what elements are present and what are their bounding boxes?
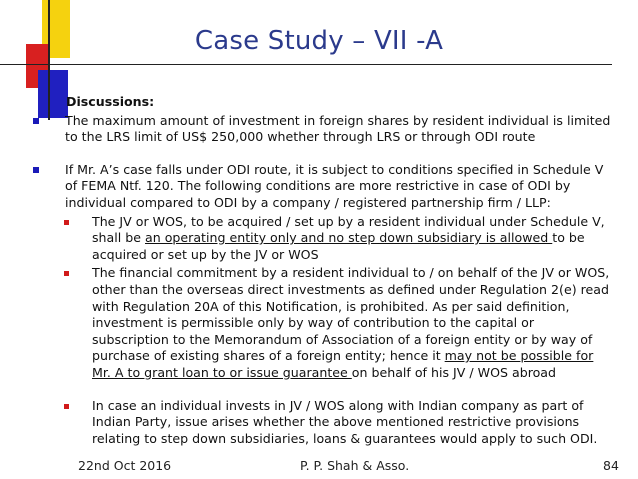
bullet-text: The maximum amount of investment in foreign shares by resident individual is limited to the LRS limit of US$ 250,000 whether through LRS or through ODI route bbox=[65, 112, 611, 145]
page-number: 84 bbox=[603, 458, 619, 473]
square-bullet-icon bbox=[64, 271, 69, 276]
sub-bullet-text: to be acquired or set up by the JV or WOS bbox=[92, 230, 585, 262]
sub-bullet-text: on behalf of his JV / WOS abroad bbox=[351, 364, 557, 380]
square-bullet-icon bbox=[64, 220, 69, 225]
footer-date: 22nd Oct 2016 bbox=[78, 458, 172, 473]
sub-bullet-text: The JV or WOS, to be acquired / set up by a resident individual under Schedule V, shall be bbox=[92, 213, 605, 246]
bullet-item bbox=[30, 162, 612, 212]
sub-bullet-item bbox=[30, 398, 612, 448]
slide-content bbox=[30, 94, 612, 447]
deco-horizontal-line bbox=[0, 64, 612, 65]
section-heading: Discussions: bbox=[66, 94, 155, 109]
sub-bullet-item bbox=[30, 214, 612, 264]
sub-bullet-text: The financial commitment by a resident individual to / on behalf of the JV or WOS, other than the overseas direct investments as defined under Regulation 2(e) read with Regulation 20A of this Notification, is prohibited. As per said definition, investment is permissible only by way of contribution to the capital or subscription to the Memorandum of Association of a foreign entity or by way of purchase of existing shares of a foreign entity; hence it bbox=[92, 265, 610, 364]
bullet-text: If Mr. A’s case falls under ODI route, it is subject to conditions specified in Schedule V of FEMA Ntf. 120. The following conditions are more restrictive in case of ODI by individual compared to ODI by a company / registered partnership firm / LLP: bbox=[65, 161, 604, 210]
underlined-text: may not be possible for Mr. A to grant loan to or issue guarantee bbox=[92, 348, 594, 380]
page-title: Case Study – VII -A bbox=[194, 26, 444, 56]
sub-bullet-text: In case an individual invests in JV / WOS along with Indian company as part of Indian Party, issue arises whether the above mentioned restrictive provisions relating to step down subsidiaries, loans & guarantees would apply to such ODI. bbox=[92, 397, 598, 446]
square-bullet-icon bbox=[33, 118, 39, 124]
footer-author: P. P. Shah & Asso. bbox=[300, 458, 410, 473]
bullet-item bbox=[30, 113, 612, 146]
sub-bullet-item bbox=[30, 265, 612, 381]
square-bullet-icon bbox=[64, 404, 69, 409]
square-bullet-icon bbox=[33, 167, 39, 173]
underlined-text: an operating entity only and no step down subsidiary is allowed bbox=[145, 230, 553, 246]
